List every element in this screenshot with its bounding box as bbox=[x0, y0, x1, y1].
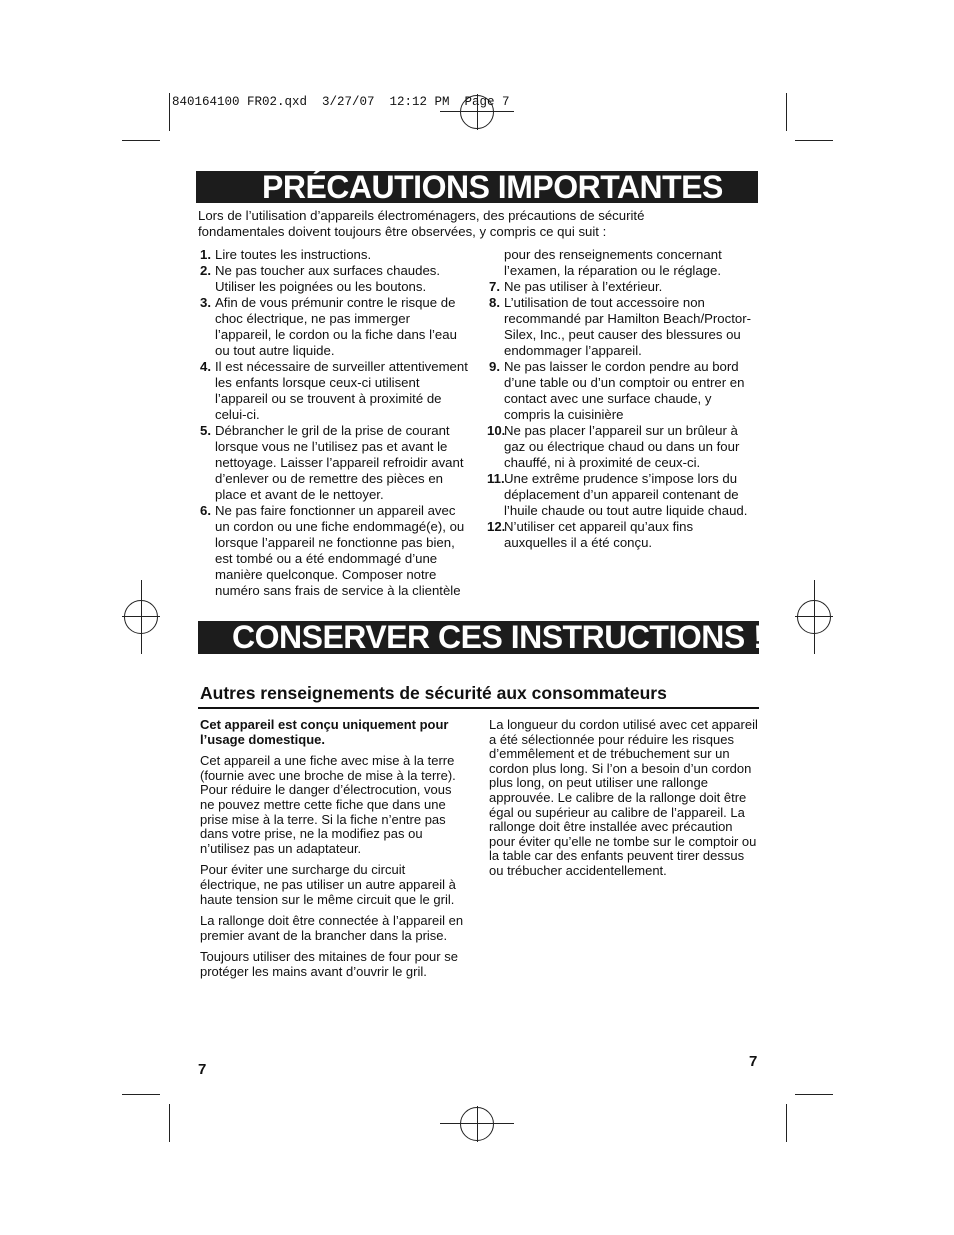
list-item bbox=[198, 423, 470, 503]
item-text: N’utiliser cet appareil qu’aux fins auxquelles il a été conçu. bbox=[504, 519, 694, 550]
right-column-text bbox=[489, 718, 761, 886]
registration-line bbox=[141, 580, 142, 654]
left-column-text bbox=[200, 718, 468, 987]
item-number: 3. bbox=[200, 295, 211, 310]
save-instructions-banner bbox=[198, 619, 764, 655]
item-text: Lire toutes les instructions. bbox=[215, 247, 372, 262]
item-text: pour des renseignements concernant l’examen, la réparation ou le réglage. bbox=[504, 247, 722, 278]
precautions-list-right bbox=[487, 247, 759, 551]
list-item bbox=[198, 295, 470, 359]
paragraph: La rallonge doit être connectée à l’appareil en premier avant de la brancher dans la prise. bbox=[200, 913, 464, 943]
list-item-continuation bbox=[487, 247, 759, 279]
section-rule bbox=[198, 707, 759, 709]
item-text: Débrancher le gril de la prise de courant lorsque vous ne l’utilisez pas et avant le nettoyage. Laisser l’appareil refroidir avant d’enlever ou de remettre des pièces en place et avant de le nettoyer. bbox=[215, 423, 464, 502]
list-item bbox=[198, 503, 470, 599]
item-number: 6. bbox=[200, 503, 211, 518]
registration-line bbox=[477, 1106, 478, 1142]
crop-mark bbox=[122, 140, 160, 141]
item-number: 2. bbox=[200, 263, 211, 278]
item-text: Ne pas toucher aux surfaces chaudes. Utiliser les poignées ou les boutons. bbox=[215, 263, 441, 294]
item-text: Afin de vous prémunir contre le risque de choc électrique, ne pas immerger l’appareil, le cordon ou la fiche dans l’eau ou tout autre liquide. bbox=[215, 295, 457, 358]
item-number: 7. bbox=[489, 279, 500, 294]
list-item bbox=[198, 359, 470, 423]
list-item bbox=[487, 279, 759, 295]
title-banner bbox=[196, 171, 758, 203]
item-number: 9. bbox=[489, 359, 500, 374]
file-slug: 840164100 FR02.qxd 3/27/07 12:12 PM Page 7 bbox=[172, 95, 510, 109]
item-number: 12. bbox=[487, 519, 506, 534]
paragraph: Toujours utiliser des mitaines de four pour se protéger les mains avant d’ouvrir le gril. bbox=[200, 949, 458, 979]
paragraph: La longueur du cordon utilisé avec cet appareil a été sélectionnée pour réduire les risques d’emmêlement et de trébuchement sur un cordon plus long. Si l’on a besoin d’un cordon plus long, on peut utiliser une rallonge approuvée. Le calibre de la rallonge doit être égal ou supérieur au calibre de l’appareil. La rallonge doit être installée avec précaution pour éviter qu’elle ne tombe sur le comptoir ou la table car des enfants peuvent tirer dessus ou trébucher accidentellement. bbox=[489, 717, 758, 878]
crop-mark bbox=[169, 93, 170, 131]
item-number: 10. bbox=[487, 423, 506, 438]
crop-mark bbox=[786, 1104, 787, 1142]
item-number: 11. bbox=[487, 471, 505, 486]
crop-mark bbox=[795, 140, 833, 141]
save-instructions-heading: CONSERVER CES INSTRUCTIONS ! bbox=[232, 619, 764, 655]
page-number-left: 7 bbox=[198, 1061, 207, 1078]
item-number: 5. bbox=[200, 423, 211, 438]
list-item bbox=[198, 263, 470, 295]
paragraph: Pour éviter une surcharge du circuit électrique, ne pas utiliser un autre appareil à haute tension sur le même circuit que le gril. bbox=[200, 862, 456, 907]
item-text: Une extrême prudence s’impose lors du déplacement d’un appareil contenant de l’huile chaude ou tout autre liquide chaud. bbox=[504, 471, 748, 518]
item-number: 1. bbox=[200, 247, 211, 262]
crop-mark bbox=[786, 93, 787, 131]
item-text: Il est nécessaire de surveiller attentivement les enfants lorsque ceux-ci utilisent l’appareil ou se trouvent à proximité de celui-ci. bbox=[215, 359, 468, 422]
list-item bbox=[198, 247, 470, 263]
item-number: 8. bbox=[489, 295, 500, 310]
crop-mark bbox=[122, 1094, 160, 1095]
page-title: PRÉCAUTIONS IMPORTANTES bbox=[262, 169, 723, 205]
registration-line bbox=[814, 580, 815, 654]
item-number: 4. bbox=[200, 359, 211, 374]
crop-mark bbox=[169, 1104, 170, 1142]
list-item bbox=[487, 423, 759, 471]
list-item bbox=[487, 471, 759, 519]
item-text: Ne pas faire fonctionner un appareil avec un cordon ou une fiche endommagé(e), ou lorsque l’appareil ne fonctionne pas bien, est tombé ou a été endommagé d’une manière quelconque. Composer notre numéro sans frais de service à la clientèle bbox=[215, 503, 465, 598]
intro-text: Lors de l’utilisation d’appareils électroménagers, des précautions de sécurité fondamentales doivent toujours être observées, y compris ce qui suit : bbox=[198, 208, 645, 239]
page-number-right: 7 bbox=[749, 1053, 758, 1070]
item-text: Ne pas utiliser à l’extérieur. bbox=[504, 279, 663, 294]
item-text: Ne pas placer l’appareil sur un brûleur à gaz ou électrique chaud ou dans un four chauffé, ni à proximité de ceux-ci. bbox=[504, 423, 740, 470]
section-heading: Autres renseignements de sécurité aux consommateurs bbox=[200, 683, 667, 703]
item-text: L’utilisation de tout accessoire non recommandé par Hamilton Beach/Proctor-Silex, Inc., peut causer des blessures ou endommager l’appareil. bbox=[504, 295, 752, 358]
list-item bbox=[487, 519, 759, 551]
list-item bbox=[487, 359, 759, 423]
paragraph: Cet appareil a une fiche avec mise à la terre (fournie avec une broche de mise à la terre). Pour réduire le danger d’électrocution, vous ne pouvez mettre cette fiche que dans une prise mise à la terre. Si la fiche n’entre pas dans votre prise, ne la modifiez pas ou n’utilisez pas un adaptateur. bbox=[200, 753, 456, 856]
household-use-note: Cet appareil est conçu uniquement pour l’usage domestique. bbox=[200, 717, 449, 747]
precautions-list-left bbox=[198, 247, 470, 599]
crop-mark bbox=[795, 1094, 833, 1095]
list-item bbox=[487, 295, 759, 359]
item-text: Ne pas laisser le cordon pendre au bord d’une table ou d’un comptoir ou entrer en contact avec une surface chaude, y compris la cuisinière bbox=[504, 359, 745, 422]
